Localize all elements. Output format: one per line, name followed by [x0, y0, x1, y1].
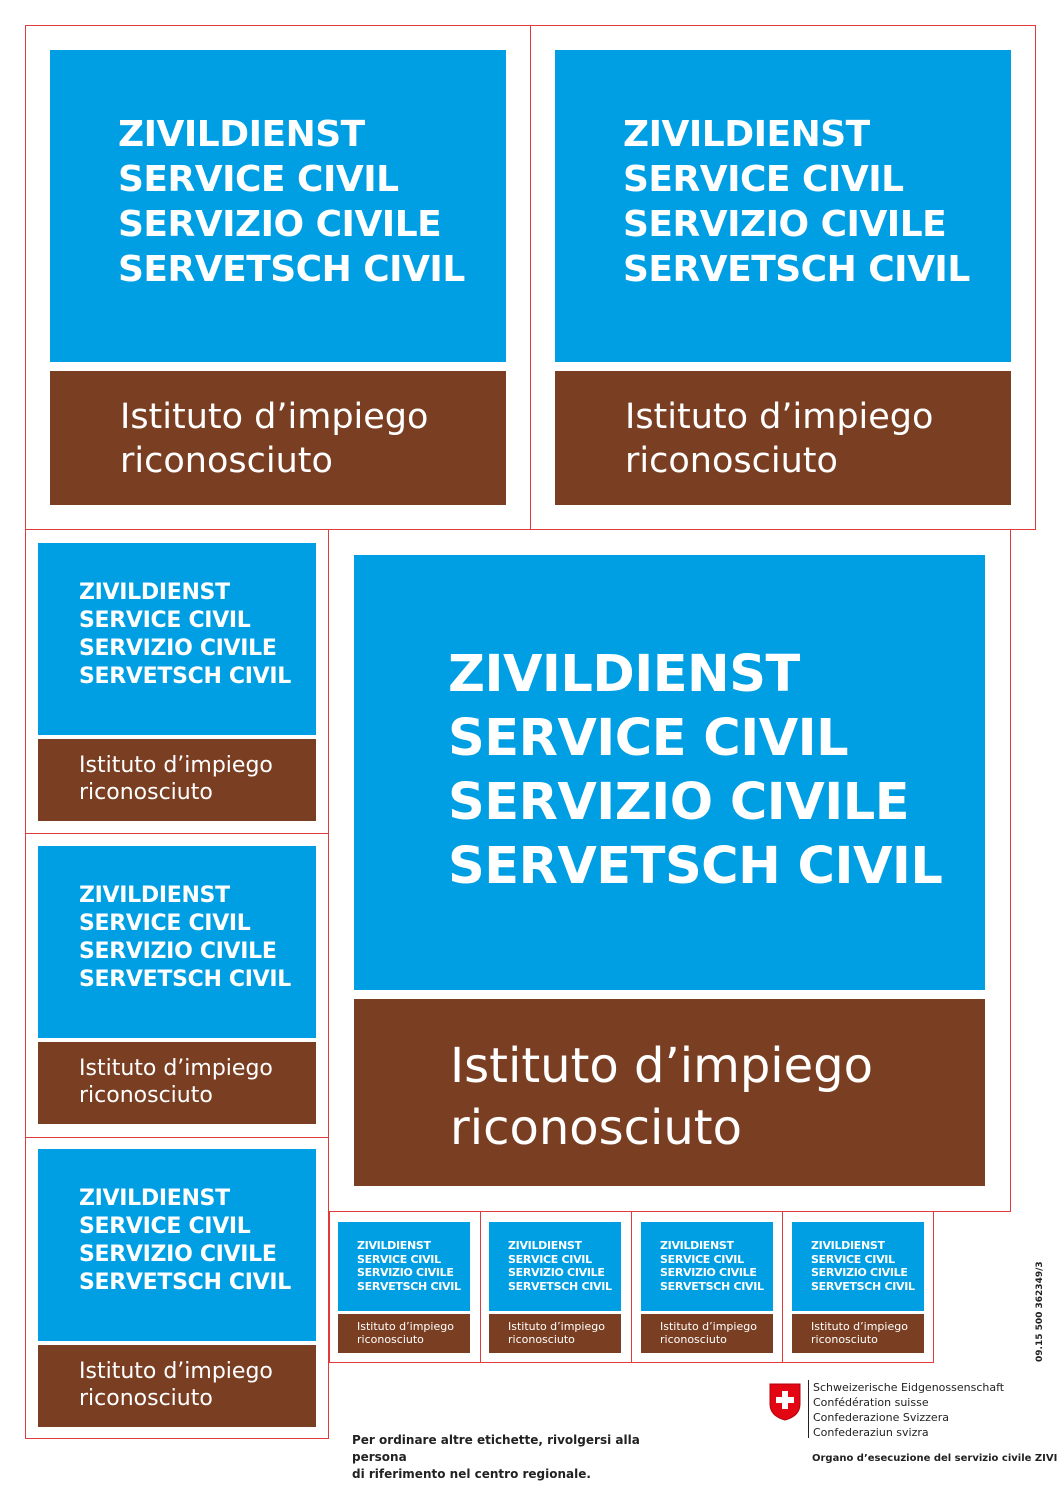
label-subtitle [450, 1035, 873, 1159]
label-line-fr: SERVICE CIVIL [811, 1252, 895, 1266]
label-subtitle-line-2: riconosciuto [79, 1083, 213, 1108]
label-line-rm: SERVETSCH CIVIL [811, 1279, 915, 1293]
label-subtitle [660, 1320, 757, 1346]
label-subtitle [811, 1320, 908, 1346]
label-subtitle [357, 1320, 454, 1346]
label-line-de: ZIVILDIENST [811, 1239, 885, 1252]
label-brown-panel [792, 1314, 924, 1353]
label-small-1 [338, 1222, 470, 1353]
order-note [352, 1432, 692, 1483]
label-line-de: ZIVILDIENST [79, 1186, 230, 1211]
label-line-rm: SERVETSCH CIVIL [623, 249, 970, 290]
label-line-de: ZIVILDIENST [623, 114, 870, 155]
label-subtitle-line-1: Istituto d’impiego [625, 397, 934, 437]
label-line-fr: SERVICE CIVIL [508, 1252, 592, 1266]
label-line-it: SERVIZIO CIVILE [660, 1266, 757, 1279]
label-blue-panel [555, 50, 1011, 362]
confederation-fr: Confédération suisse [813, 1396, 929, 1409]
label-subtitle-line-2: riconosciuto [625, 441, 838, 481]
label-line-rm: SERVETSCH CIVIL [79, 1270, 291, 1295]
label-line-it: SERVIZIO CIVILE [448, 773, 910, 832]
label-brown-panel [489, 1314, 621, 1353]
label-line-fr: SERVICE CIVIL [357, 1252, 441, 1266]
confederation-logo [768, 1380, 1038, 1439]
label-title-lines [811, 1239, 915, 1293]
label-line-it: SERVIZIO CIVILE [79, 939, 277, 964]
confederation-it: Confederazione Svizzera [813, 1411, 949, 1424]
organ-text: Organo d’esecuzione del servizio civile ZIVI [812, 1453, 1058, 1464]
label-brown-panel [354, 999, 985, 1186]
label-blue-panel [354, 555, 985, 990]
label-line-fr: SERVICE CIVIL [79, 1214, 251, 1239]
label-brown-panel [38, 1042, 316, 1124]
label-line-fr: SERVICE CIVIL [79, 608, 251, 633]
label-line-de: ZIVILDIENST [118, 114, 365, 155]
label-small-3 [641, 1222, 773, 1353]
label-subtitle-line-2: riconosciuto [79, 780, 213, 805]
label-line-de: ZIVILDIENST [660, 1239, 734, 1252]
label-blue-panel [489, 1222, 621, 1311]
label-title-lines [79, 579, 291, 691]
label-subtitle [79, 1055, 273, 1109]
label-subtitle [79, 752, 273, 806]
label-blue-panel [641, 1222, 773, 1311]
label-line-rm: SERVETSCH CIVIL [660, 1279, 764, 1293]
label-line-fr: SERVICE CIVIL [118, 159, 399, 200]
label-title-lines [448, 643, 942, 899]
label-line-rm: SERVETSCH CIVIL [79, 664, 291, 689]
label-subtitle [508, 1320, 605, 1346]
print-code: 09.15 500 362349/3 [1035, 1261, 1045, 1362]
label-subtitle-line-1: Istituto d’impiego [79, 1359, 273, 1384]
label-line-fr: SERVICE CIVIL [660, 1252, 744, 1266]
confederation-de: Schweizerische Eidgenossenschaft [813, 1381, 1005, 1394]
logo-divider [808, 1380, 809, 1438]
label-subtitle-line-1: Istituto d’impiego [79, 1056, 273, 1081]
label-line-de: ZIVILDIENST [508, 1239, 582, 1252]
confederation-rm: Confederaziun svizra [813, 1426, 929, 1439]
label-brown-panel [641, 1314, 773, 1353]
label-line-rm: SERVETSCH CIVIL [448, 837, 943, 896]
label-subtitle-line-1: Istituto d’impiego [811, 1320, 908, 1333]
label-subtitle-line-2: riconosciuto [450, 1100, 742, 1156]
label-blue-panel [338, 1222, 470, 1311]
label-medium-1 [38, 543, 316, 821]
label-subtitle-line-2: riconosciuto [79, 1386, 213, 1411]
label-line-it: SERVIZIO CIVILE [79, 1242, 277, 1267]
label-title-lines [357, 1239, 461, 1293]
label-blue-panel [38, 846, 316, 1038]
label-line-rm: SERVETSCH CIVIL [79, 967, 291, 992]
label-line-rm: SERVETSCH CIVIL [508, 1279, 612, 1293]
label-subtitle-line-2: riconosciuto [508, 1333, 575, 1346]
label-subtitle [625, 395, 933, 483]
label-line-it: SERVIZIO CIVILE [357, 1266, 454, 1279]
label-blue-panel [38, 1149, 316, 1341]
label-subtitle-line-2: riconosciuto [660, 1333, 727, 1346]
label-line-it: SERVIZIO CIVILE [79, 636, 277, 661]
label-title-lines [660, 1239, 764, 1293]
label-line-it: SERVIZIO CIVILE [811, 1266, 908, 1279]
label-subtitle-line-1: Istituto d’impiego [357, 1320, 454, 1333]
label-title-lines [508, 1239, 612, 1293]
label-brown-panel [38, 739, 316, 821]
order-note-line-2: di riferimento nel centro regionale. [352, 1467, 591, 1481]
label-line-it: SERVIZIO CIVILE [623, 204, 947, 245]
label-medium-3 [38, 1149, 316, 1427]
swiss-flag-icon [768, 1382, 802, 1422]
label-brown-panel [50, 371, 506, 505]
label-line-it: SERVIZIO CIVILE [118, 204, 442, 245]
label-medium-2 [38, 846, 316, 1124]
label-subtitle-line-1: Istituto d’impiego [508, 1320, 605, 1333]
label-subtitle-line-2: riconosciuto [120, 441, 333, 481]
label-brown-panel [555, 371, 1011, 505]
label-subtitle-line-1: Istituto d’impiego [79, 753, 273, 778]
confederation-names [813, 1380, 1004, 1440]
label-blue-panel [50, 50, 506, 362]
label-title-lines [79, 882, 291, 994]
label-line-fr: SERVICE CIVIL [623, 159, 904, 200]
label-line-de: ZIVILDIENST [79, 580, 230, 605]
label-brown-panel [338, 1314, 470, 1353]
label-small-4 [792, 1222, 924, 1353]
label-line-fr: SERVICE CIVIL [448, 709, 849, 768]
label-subtitle-line-2: riconosciuto [811, 1333, 878, 1346]
label-subtitle [79, 1358, 273, 1412]
label-subtitle-line-2: riconosciuto [357, 1333, 424, 1346]
label-large-1 [50, 50, 506, 505]
label-extra-large [354, 555, 985, 1186]
label-line-de: ZIVILDIENST [79, 883, 230, 908]
label-line-rm: SERVETSCH CIVIL [118, 249, 465, 290]
label-line-de: ZIVILDIENST [448, 645, 800, 704]
label-subtitle [120, 395, 428, 483]
label-line-it: SERVIZIO CIVILE [508, 1266, 605, 1279]
label-subtitle-line-1: Istituto d’impiego [450, 1038, 873, 1094]
label-subtitle-line-1: Istituto d’impiego [660, 1320, 757, 1333]
label-line-fr: SERVICE CIVIL [79, 911, 251, 936]
order-note-line-1: Per ordinare altre etichette, rivolgersi alla persona [352, 1433, 640, 1464]
label-blue-panel [38, 543, 316, 735]
label-title-lines [623, 112, 970, 292]
label-brown-panel [38, 1345, 316, 1427]
label-blue-panel [792, 1222, 924, 1311]
label-line-de: ZIVILDIENST [357, 1239, 431, 1252]
label-subtitle-line-1: Istituto d’impiego [120, 397, 429, 437]
label-large-2 [555, 50, 1011, 505]
label-small-2 [489, 1222, 621, 1353]
label-title-lines [118, 112, 465, 292]
label-title-lines [79, 1185, 291, 1297]
label-line-rm: SERVETSCH CIVIL [357, 1279, 461, 1293]
